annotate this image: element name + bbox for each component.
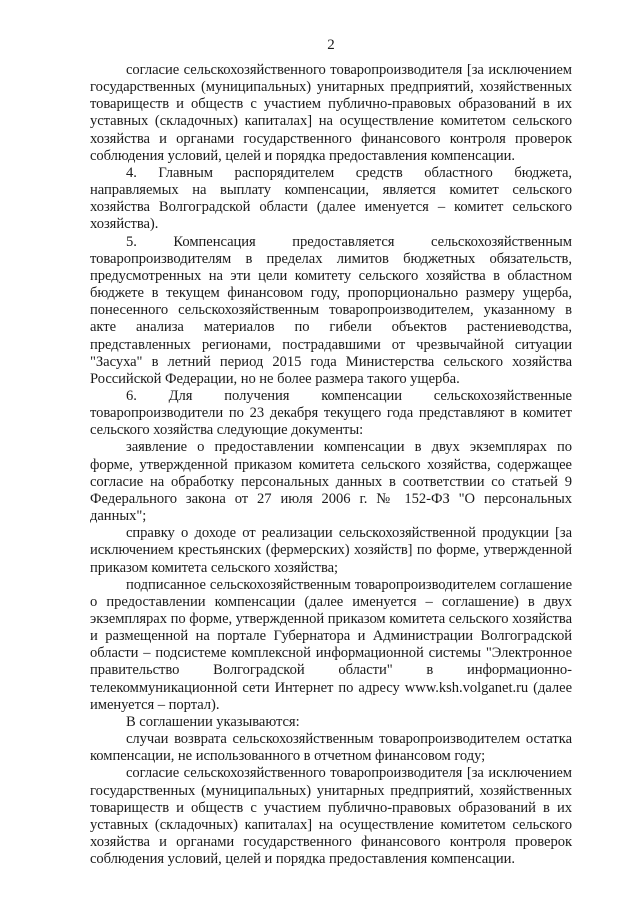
document-page <box>90 36 572 868</box>
paragraph-4-main-administrator: 4. Главным распорядителем средств областного бюджета, направляемых на выплату компенсации, является комитет сельского хозяйства Волгоградской области (далее именуется – комитет сельского хозяйства). <box>90 164 572 233</box>
list-item-consent-verification: согласие сельскохозяйственного товаропроизводителя [за исключением государственных (муниципальных) унитарных предприятий, хозяйственных товариществ и обществ с участием публично-правовых образований в их уставных (складочных) капиталах] на осуществление комитетом сельского хозяйства и органами государственного финансового контроля проверок соблюдения условий, целей и порядка предоставления компенсации. <box>90 765 572 868</box>
paragraph-6-documents-required: 6. Для получения компенсации сельскохозяйственные товаропроизводители по 23 декабря текущего года представляют в комитет сельского хозяйства следующие документы: <box>90 387 572 439</box>
page-number: 2 <box>327 37 335 53</box>
list-item-income-certificate: справку о доходе от реализации сельскохозяйственной продукции [за исключением крестьянских (фермерских) хозяйств] по форме, утвержденной приказом комитета сельского хозяйства; <box>90 525 572 576</box>
paragraph-consent-intro: согласие сельскохозяйственного товаропроизводителя [за исключением государственных (муниципальных) унитарных предприятий, хозяйственных товариществ и обществ с участием публично-правовых образований в их уставных (складочных) капиталах] на осуществление комитетом сельского хозяйства и органами государственного финансового контроля проверок соблюдения условий, целей и порядка предоставления компенсации. <box>90 62 572 164</box>
list-item-signed-agreement: подписанное сельскохозяйственным товаропроизводителем соглашение о предоставлении компенсации (далее именуется – соглашение) в двух экземплярах по форме, утвержденной приказом комитета сельского хозяйства и размещенной на портале Губернатора и Администрации Волгоградской области – подсистеме комплексной информационной системы "Электронное правительство Волгоградской области" в информационно-телекоммуникационной сети Интернет по адресу www.ksh.volganet.ru (далее именуется – портал). <box>90 576 572 713</box>
list-item-return-cases: случаи возврата сельскохозяйственным товаропроизводителем остатка компенсации, не использованного в отчетном финансовом году; <box>90 731 572 765</box>
paragraph-agreement-specifies: В соглашении указываются: <box>126 713 300 730</box>
paragraph-5-compensation-limits: 5. Компенсация предоставляется сельскохозяйственным товаропроизводителям в пределах лимитов бюджетных обязательств, предусмотренных на эти цели комитету сельского хозяйства в областном бюджете в текущем финансовом году, пропорционально размеру ущерба, понесенного сельскохозяйственным товаропроизводителем, указанному в акте анализа материалов по гибели объектов растениеводства, представленных регионами, пострадавшими от чрезвычайной ситуации "Засуха" в летний период 2015 года Министерства сельского хозяйства Российской Федерации, но не более размера такого ущерба. <box>90 233 572 387</box>
list-item-application: заявление о предоставлении компенсации в двух экземплярах по форме, утвержденной приказом комитета сельского хозяйства, содержащее согласие на обработку персональных данных в соответствии со статьей 9 Федерального закона от 27 июля 2006 г. № 152-ФЗ "О персональных данных"; <box>90 439 572 525</box>
